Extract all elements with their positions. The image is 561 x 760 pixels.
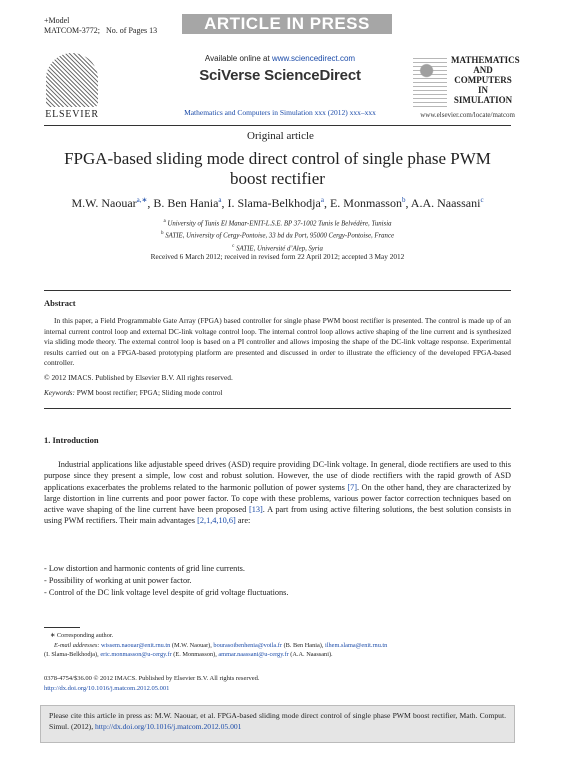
manuscript-meta <box>44 16 157 36</box>
email-label: E-mail addresses: <box>54 641 100 649</box>
elsevier-tree-icon <box>46 53 98 107</box>
model-tag: +Model <box>44 16 70 25</box>
sciverse-logo: SciVerse ScienceDirect <box>199 67 361 84</box>
elsevier-wordmark: ELSEVIER <box>45 109 99 120</box>
abstract-copyright: © 2012 IMACS. Published by Elsevier B.V. All rights reserved. <box>44 373 233 382</box>
affiliation-text: SATIE, Université d’Alep, Syria <box>236 244 323 252</box>
email-line-1 <box>44 641 511 651</box>
affiliation <box>44 217 511 229</box>
intro-text-4: are: <box>235 516 251 526</box>
affiliation-marker: a <box>163 219 166 224</box>
citation-box <box>40 705 515 743</box>
article-type: Original article <box>247 130 314 142</box>
abstract-text: In this paper, a Field Programmable Gate Array (FPGA) based controller for single phase PWM boost rectifier is presented. The control is made up of an internal current control loop and external DC-link voltage control loop. The internal control loop allows active shaping of the line current and is synthesized via sliding mode theory. The external control loop is based on a PI controller and allows imposing the shape of the DC-link voltage response. Experimental results carried out on a FPGA-based prototyping platform are presented and discussed in order to illustrate the efficiency of the developed FPGA-based controller. <box>44 316 511 367</box>
footnote <box>44 631 511 660</box>
ref-link-7[interactable]: [7] <box>347 482 358 492</box>
elsevier-logo <box>44 53 100 120</box>
header-divider <box>44 125 511 126</box>
author-affiliation-marker[interactable]: a <box>320 196 324 204</box>
author-affiliation-marker[interactable]: b <box>401 196 406 204</box>
author-affiliation-marker[interactable]: a <box>218 196 222 204</box>
journal-url[interactable]: www.elsevier.com/locate/matcom <box>420 111 515 119</box>
affiliation-list <box>44 217 511 254</box>
email-link[interactable]: bourasoibenhenia@voila.fr <box>213 641 282 649</box>
article-title: FPGA-based sliding mode direct control of single phase PWM boost rectifier <box>64 149 491 188</box>
abstract-top-divider <box>44 290 511 291</box>
email-link[interactable]: ammar.naassani@u-cergy.fr <box>218 651 289 658</box>
email-line-2 <box>44 650 511 660</box>
advantages-list <box>44 563 511 599</box>
abstract-heading: Abstract <box>44 298 76 308</box>
citation-doi-link[interactable]: http://dx.doi.org/10.1016/j.matcom.2012.05.001 <box>95 722 242 731</box>
abstract-bottom-divider <box>44 408 511 409</box>
keywords-values: PWM boost rectifier; FPGA; Sliding mode control <box>76 389 223 397</box>
author-list: M.W. Naouar$^{a,∗}$, B. Ben Hania$^a$, I. Slama-Belkhodja$^a$, E. Monmasson$^b$, A.A. Naassani$^c$ <box>71 196 484 210</box>
ref-link-group[interactable]: [2,1,4,10,6] <box>197 516 236 526</box>
doi-link[interactable]: http://dx.doi.org/10.1016/j.matcom.2012.05.001 <box>44 685 170 692</box>
issn-line: 0378-4754/$36.00 © 2012 IMACS. Published by Elsevier B.V. All rights reserved. <box>44 675 260 682</box>
email-owner: (M.W. Naouar), <box>170 641 214 649</box>
affiliation-marker: c <box>232 243 235 249</box>
available-prefix: Available online at <box>204 54 272 63</box>
ref-link-13[interactable]: [13] <box>248 505 263 515</box>
email-link[interactable]: eric.monmasson@u-cergy.fr <box>100 651 172 658</box>
author-name[interactable]: M.W. Naouar <box>71 196 137 210</box>
intro-text-3: . A part from using active filtering solutions, the best solution consists in using PWM rectifiers. Their main advantages <box>44 505 511 526</box>
citation-text: Please cite this article in press as: M.W. Naouar, et al. FPGA-based sliding mode direct control of single phase PWM boost rectifier, Math. Comput. Simul. (2012), <box>49 711 506 731</box>
manuscript-id: MATCOM-3772; <box>44 26 101 35</box>
journal-logo <box>405 55 520 119</box>
section-heading-introduction: 1. Introduction <box>44 435 99 445</box>
available-online <box>160 54 400 63</box>
corresponding-author: ∗ Corresponding author. <box>50 632 114 639</box>
author-affiliation-marker[interactable]: c <box>480 196 484 204</box>
author-name[interactable]: A.A. Naassani <box>410 196 481 210</box>
author-name[interactable]: B. Ben Hania <box>153 196 219 210</box>
affiliation-text: University of Tunis El Manar-ENIT-L.S.E. BP 37-1002 Tunis le Belvédère, Tunisia <box>167 220 392 228</box>
email-link[interactable]: ilhem.slama@enit.rnu.tn <box>325 641 388 649</box>
keywords-label: Keywords: <box>44 389 75 397</box>
page-count: No. of Pages 13 <box>106 26 158 35</box>
journal-cover-icon <box>413 55 447 107</box>
issn-block <box>44 674 260 694</box>
journal-line[interactable]: Mathematics and Computers in Simulation xxx (2012) xxx–xxx <box>184 108 376 117</box>
sciencedirect-link[interactable]: www.sciencedirect.com <box>271 54 356 63</box>
email-owner: (I. Slama-Belkhodja), <box>44 651 101 658</box>
received-dates: Received 6 March 2012; received in revised form 22 April 2012; accepted 3 May 2012 <box>150 252 405 261</box>
email-owner: (B. Ben Hania), <box>282 641 326 649</box>
manuscript-line <box>44 26 157 36</box>
intro-paragraph <box>44 459 511 527</box>
list-item: - Low distortion and harmonic contents of grid line currents. <box>44 563 511 575</box>
affiliation <box>44 229 511 241</box>
email-owner: (A.A. Naassani). <box>288 651 333 658</box>
affiliation-marker: b <box>161 231 164 237</box>
intro-text-2: . On the other hand, they are characterized by large distortion in line currents and poor power factor. To cope with these problems, various power factor correction techniques based on active wave shaping of the line current have been proposed <box>44 482 511 515</box>
footnote-divider <box>44 627 80 628</box>
intro-text-1: Industrial applications like adjustable speed drives (ASD) require providing DC-link voltage. In general, diode rectifiers are used to this purpose since they present a simple, low cost and robust solution. However, the use of diode rectifiers with the rapid growth of ASD applications exacerbates the problems related to the harmonic pollution of power systems <box>44 460 511 492</box>
author-affiliation-marker[interactable]: a,∗ <box>136 196 148 204</box>
author-name[interactable]: I. Slama-Belkhodja <box>227 196 321 210</box>
email-owner: (E. Monmasson), <box>171 651 219 658</box>
article-in-press-banner: ARTICLE IN PRESS <box>182 14 392 34</box>
email-link[interactable]: wissem.naouar@enit.rnu.tn <box>101 641 171 649</box>
author-name[interactable]: E. Monmasson <box>329 196 402 210</box>
list-item: - Possibility of working at unit power factor. <box>44 575 511 587</box>
affiliation-text: SATIE, University of Cergy-Pontoise, 33 bd du Port, 95000 Cergy-Pontoise, France <box>165 232 394 240</box>
list-item: - Control of the DC link voltage level despite of grid voltage fluctuations. <box>44 587 511 599</box>
keywords <box>44 389 222 397</box>
journal-logo-title: MATHEMATICS AND COMPUTERS IN SIMULATION <box>451 55 520 105</box>
